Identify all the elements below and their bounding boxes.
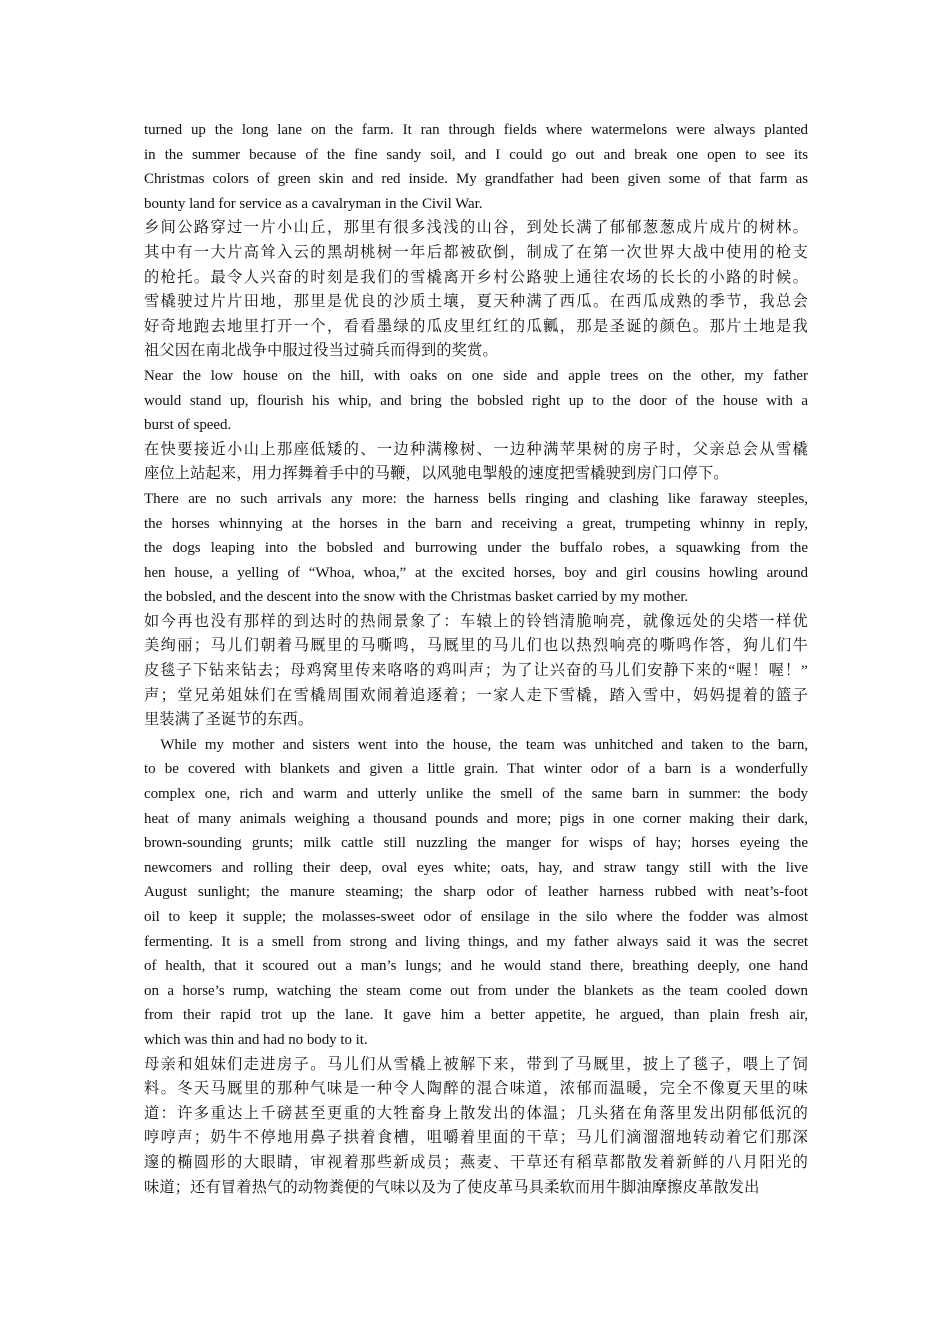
text-line: 味道；还有冒着热气的动物粪便的气味以及为了使皮革马具柔软而用牛脚油摩擦皮革散发出 bbox=[144, 1178, 760, 1196]
text-line: 邃的椭圆形的大眼睛，审视着那些新成员；燕麦、干草还有稻草都散发着新鲜的八月阳光的 bbox=[144, 1153, 808, 1171]
text-line: 雪橇驶过片片田地，那里是优良的沙质土壤，夏天种满了西瓜。在西瓜成熟的季节，我总会 bbox=[144, 293, 808, 311]
document-page bbox=[144, 118, 808, 1200]
chinese-paragraph bbox=[144, 216, 808, 364]
text-line: heat of many animals weighing a thousand pounds and more; pigs in one corner making their dark, bbox=[144, 810, 808, 827]
text-line: brown-sounding grunts; milk cattle still nuzzling the manger for wisps of hay; horses eyeing the bbox=[144, 835, 808, 852]
text-line: Near the low house on the hill, with oaks on one side and apple trees on the other, my father bbox=[144, 367, 808, 384]
english-paragraph bbox=[144, 733, 808, 1053]
text-line: 美绚丽；马儿们朝着马厩里的马嘶鸣，马厩里的马儿们也以热烈响亮的嘶鸣作答，狗儿们牛 bbox=[144, 637, 808, 655]
text-line: 皮毯子下钻来钻去；母鸡窝里传来咯咯的鸡叫声；为了让兴奋的马儿们安静下来的“喔！喔！” bbox=[144, 662, 808, 680]
text-line: from their rapid trot up the lane. It gave him a better appetite, he argued, than plain fresh air, bbox=[144, 1007, 808, 1024]
text-line: oil to keep it supple; the molasses-sweet odor of ensilage in the silo where the fodder was almost bbox=[144, 909, 808, 925]
text-line: the dogs leaping into the bobsled and burrowing under the buffalo robes, a squawking from the bbox=[144, 540, 808, 557]
chinese-paragraph bbox=[144, 1053, 808, 1201]
text-line: burst of speed. bbox=[144, 417, 232, 434]
text-line: 道：许多重达上千磅甚至更重的大牲畜身上散发出的体温；几头猪在角落里发出阴郁低沉的 bbox=[144, 1104, 808, 1122]
text-line: which was thin and had no body to it. bbox=[144, 1031, 368, 1048]
text-line: Christmas colors of green skin and red inside. My grandfather had been given some of that farm as bbox=[144, 171, 808, 188]
english-paragraph bbox=[144, 364, 808, 438]
text-line: turned up the long lane on the farm. It ran through fields where watermelons were always planted bbox=[144, 122, 808, 138]
text-line: newcomers and rolling their deep, oval eyes white; oats, hay, and straw tangy still with the live bbox=[144, 859, 808, 876]
text-line: the horses whinnying at the horses in the barn and receiving a great, trumpeting whinny in reply, bbox=[144, 515, 808, 532]
text-line: While my mother and sisters went into the house, the team was unhitched and taken to the barn, bbox=[144, 736, 808, 753]
text-line: bounty land for service as a cavalryman in the Civil War. bbox=[144, 195, 483, 212]
text-line: August sunlight; the manure steaming; the sharp odor of leather harness rubbed with neat’s-foot bbox=[144, 884, 808, 901]
text-line: 声；堂兄弟姐妹们在雪橇周围欢闹着追逐着；一家人走下雪橇，踏入雪中，妈妈提着的篮子 bbox=[144, 686, 808, 704]
text-line: 在快要接近小山上那座低矮的、一边种满橡树、一边种满苹果树的房子时，父亲总会从雪橇 bbox=[144, 440, 808, 458]
text-line: fermenting. It is a smell from strong and living things, and my father always said it was the secret bbox=[144, 933, 808, 950]
text-line: 哼哼声；奶牛不停地用鼻子拱着食槽，咀嚼着里面的干草；马儿们滴溜溜地转动着它们那深 bbox=[144, 1129, 808, 1147]
chinese-paragraph bbox=[144, 610, 808, 733]
text-line: 的枪托。最令人兴奋的时刻是我们的雪橇离开乡村公路驶上通往农场的长长的小路的时候。 bbox=[144, 268, 808, 286]
text-line: 好奇地跑去地里打开一个，看看墨绿的瓜皮里红红的瓜瓤，那是圣诞的颜色。那片土地是我 bbox=[144, 317, 808, 335]
text-line: 如今再也没有那样的到达时的热闹景象了：车辕上的铃铛清脆响亮，就像远处的尖塔一样优 bbox=[144, 612, 808, 630]
text-line: 座位上站起来，用力挥舞着手中的马鞭，以风驰电掣般的速度把雪橇驶到房门口停下。 bbox=[144, 465, 729, 483]
text-line: 祖父因在南北战争中服过役当过骑兵而得到的奖赏。 bbox=[144, 342, 498, 360]
english-paragraph bbox=[144, 118, 808, 216]
text-line: hen house, a yelling of “Whoa, whoa,” at the excited horses, boy and girl cousins howling around bbox=[144, 564, 808, 581]
text-line: 其中有一大片高耸入云的黑胡桃树一年后都被砍倒，制成了在第一次世界大战中使用的枪支 bbox=[144, 243, 808, 261]
text-line: would stand up, flourish his whip, and bring the bobsled right up to the door of the house with a bbox=[144, 392, 808, 409]
chinese-paragraph bbox=[144, 438, 808, 487]
text-line: 乡间公路穿过一片小山丘，那里有很多浅浅的山谷，到处长满了郁郁葱葱成片成片的树林。 bbox=[144, 219, 808, 237]
text-line: the bobsled, and the descent into the snow with the Christmas basket carried by my mother. bbox=[144, 589, 689, 606]
text-line: to be covered with blankets and given a little grain. That winter odor of a barn is a wonderfully bbox=[144, 761, 808, 778]
text-line: 母亲和姐妹们走进房子。马儿们从雪橇上被解下来，带到了马厩里，披上了毯子，喂上了饲 bbox=[144, 1055, 808, 1073]
text-line: There are no such arrivals any more: the harness bells ringing and clashing like faraway steeples, bbox=[144, 490, 808, 507]
text-line: 料。冬天马厩里的那种气味是一种令人陶醉的混合味道，浓郁而温暖，完全不像夏天里的味 bbox=[144, 1080, 808, 1098]
text-line: in the summer because of the fine sandy soil, and I could go out and break one open to see its bbox=[144, 146, 808, 163]
text-line: of health, that it scoured out a man’s lungs; and he would stand there, breathing deeply, one hand bbox=[144, 958, 808, 975]
text-line: on a horse’s rump, watching the steam come out from under the blankets as the team cooled down bbox=[144, 982, 808, 999]
text-line: complex one, rich and warm and utterly unlike the smell of the same barn in summer: the body bbox=[144, 786, 808, 803]
english-paragraph bbox=[144, 487, 808, 610]
text-line: 里装满了圣诞节的东西。 bbox=[144, 711, 314, 729]
